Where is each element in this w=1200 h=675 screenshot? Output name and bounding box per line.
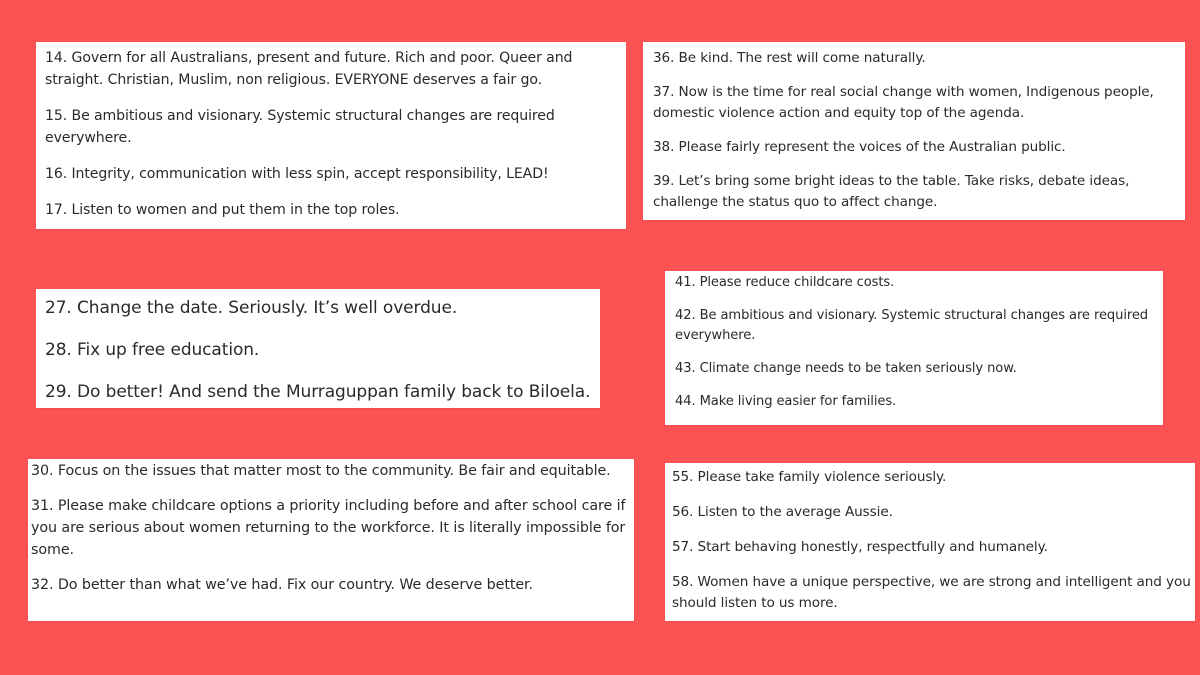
suggestion-card-14-17 [36,42,626,229]
suggestion-item-27: 27. Change the date. Seriously. It’s well overdue. [45,298,458,318]
suggestion-item-29: 29. Do better! And send the Murraguppan family back to Biloela. [45,382,591,402]
suggestion-item-15: 15. Be ambitious and visionary. Systemic structural changes are required everywhere. [45,108,555,146]
suggestion-item-43: 43. Climate change needs to be taken seriously now. [675,361,1017,376]
suggestion-item-17: 17. Listen to women and put them in the top roles. [45,202,400,218]
suggestion-card-30-32 [28,459,634,621]
suggestion-item-37: 37. Now is the time for real social change with women, Indigenous people, domestic violence action and equity top of the agenda. [653,84,1154,121]
suggestion-item-55: 55. Please take family violence seriously. [672,469,947,485]
suggestion-item-14: 14. Govern for all Australians, present and future. Rich and poor. Queer and straight. Christian, Muslim, non religious. EVERYONE deserves a fair go. [45,50,573,88]
suggestion-item-28: 28. Fix up free education. [45,340,260,360]
suggestion-card-41-44 [665,271,1163,425]
suggestion-item-56: 56. Listen to the average Aussie. [672,504,893,520]
suggestion-item-32: 32. Do better than what we’ve had. Fix our country. We deserve better. [31,577,533,593]
suggestion-item-57: 57. Start behaving honestly, respectfully and humanely. [672,539,1048,555]
suggestion-item-44: 44. Make living easier for families. [675,394,897,409]
suggestion-card-36-39 [643,42,1185,220]
suggestion-item-42: 42. Be ambitious and visionary. Systemic structural changes are required everywhere. [675,308,1149,343]
suggestion-item-16: 16. Integrity, communication with less spin, accept responsibility, LEAD! [45,166,549,182]
suggestion-item-38: 38. Please fairly represent the voices of the Australian public. [653,139,1066,155]
suggestion-item-39: 39. Let’s bring some bright ideas to the table. Take risks, debate ideas, challenge the status quo to affect change. [653,173,1130,210]
suggestion-item-31: 31. Please make childcare options a priority including before and after school care if you are serious about women returning to the workforce. It is literally impossible for some. [31,498,626,558]
suggestion-card-55-58 [665,463,1195,621]
suggestion-item-58: 58. Women have a unique perspective, we are strong and intelligent and you should listen to us more. [672,574,1191,611]
suggestion-item-41: 41. Please reduce childcare costs. [675,275,895,290]
suggestion-item-36: 36. Be kind. The rest will come naturally. [653,50,926,66]
suggestion-item-30: 30. Focus on the issues that matter most to the community. Be fair and equitable. [31,463,611,479]
suggestion-card-27-29 [36,289,600,408]
